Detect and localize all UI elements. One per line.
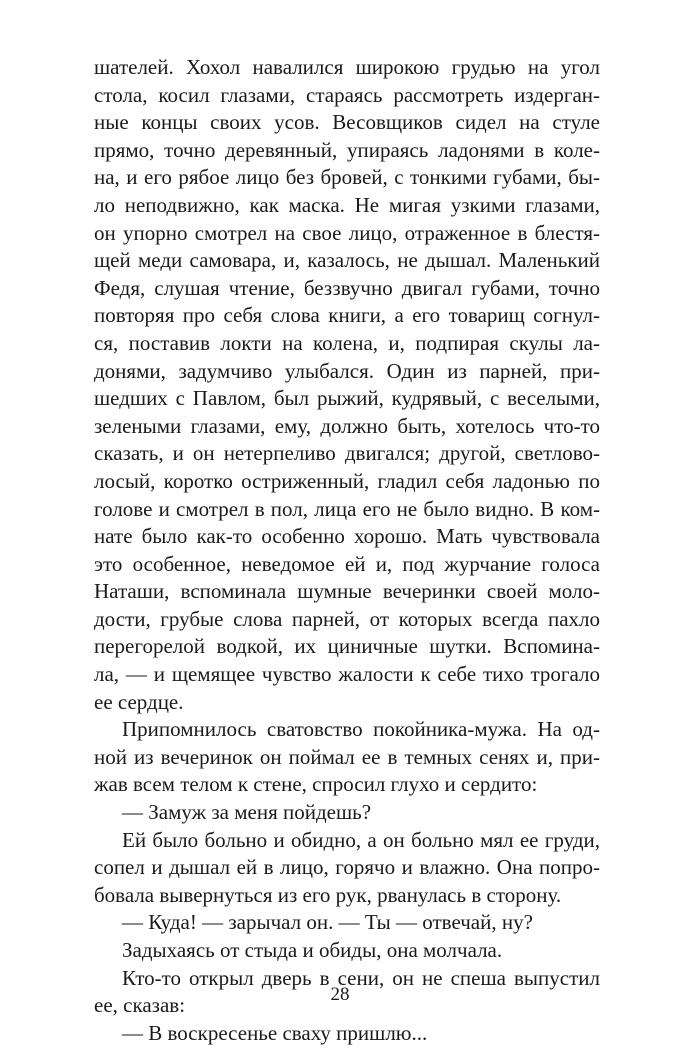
- text-line: лосый, коротко остриженный, гладил себя ладонью по: [94, 468, 600, 493]
- text-line: — В воскресенье сваху пришлю...: [122, 1020, 428, 1045]
- text-line: Наташи, вспоминала шумные вечеринки своей моло-: [94, 579, 600, 604]
- text-line: ло неподвижно, как маска. Не мигая узкими глазами,: [94, 192, 600, 217]
- text-line: голове и смотрел в пол, лица его не было видно. В ком-: [94, 496, 600, 521]
- text-line: ее сердце.: [94, 689, 184, 714]
- text-line: сопел и дышал ей в лицо, горячо и влажно. Она попро-: [94, 855, 600, 880]
- text-line: — Куда! — зарычал он. — Ты — отвечай, ну?: [122, 910, 533, 935]
- text-line: Припомнилось сватовство покойника-мужа. На од-: [122, 717, 600, 742]
- body-text: [94, 54, 600, 1047]
- text-line: на, и его рябое лицо без бровей, с тонкими губами, бы-: [94, 165, 600, 190]
- text-line: ее, сказав:: [94, 993, 186, 1018]
- text-line: Ей было больно и обидно, а он больно мял ее груди,: [122, 827, 600, 852]
- text-line: — Замуж за меня пойдешь?: [122, 800, 372, 825]
- text-line: Кто-то открыл дверь в сени, он не спеша выпустил: [122, 965, 600, 990]
- text-line: он упорно смотрел на свое лицо, отраженное в блестя-: [94, 220, 600, 245]
- text-line: шателей. Хохол навалился широкою грудью на угол: [94, 55, 600, 79]
- text-line: ла, — и щемящее чувство жалости к себе тихо трогало: [94, 662, 600, 687]
- text-line: жав всем телом к стене, спросил глухо и сердито:: [94, 772, 538, 797]
- text-line: донями, задумчиво улыбался. Один из парней, при-: [94, 358, 600, 383]
- text-line: Федя, слушая чтение, беззвучно двигал губами, точно: [94, 275, 600, 300]
- text-line: стола, косил глазами, стараясь рассмотреть издерган-: [94, 82, 600, 107]
- text-line: щей меди самовара, и, казалось, не дышал. Маленький: [94, 248, 600, 273]
- page-number: 28: [330, 984, 350, 1005]
- text-line: шедших с Павлом, был рыжий, кудрявый, с веселыми,: [94, 386, 600, 411]
- text-line: это особенное, неведомое ей и, под журчание голоса: [94, 551, 600, 576]
- text-line: перегорелой водкой, их циничные шутки. Вспомина-: [94, 634, 600, 659]
- text-line: нате было как-то особенно хорошо. Мать чувствовала: [94, 524, 600, 549]
- text-line: прямо, точно деревянный, упираясь ладонями в коле-: [94, 137, 600, 162]
- text-line: ся, поставив локти на колена, и, подпирая скулы ла-: [94, 330, 600, 355]
- text-line: Задыхаясь от стыда и обиды, она молчала.: [122, 938, 503, 962]
- text-line: зелеными глазами, ему, должно быть, хотелось что-то: [94, 413, 600, 438]
- text-line: дости, грубые слова парней, от которых всегда пахло: [94, 606, 600, 631]
- text-line: бовала вывернуться из его рук, рванулась в сторону.: [94, 882, 562, 907]
- text-line: повторяя про себя слова книги, а его товарищ согнул-: [94, 303, 600, 328]
- text-line: ные концы своих усов. Весовщиков сидел на стуле: [94, 110, 600, 135]
- text-line: ной из вечеринок он поймал ее в темных сенях и, при-: [94, 744, 600, 769]
- text-line: сказать, и он нетерпеливо двигался; другой, светлово-: [94, 441, 600, 466]
